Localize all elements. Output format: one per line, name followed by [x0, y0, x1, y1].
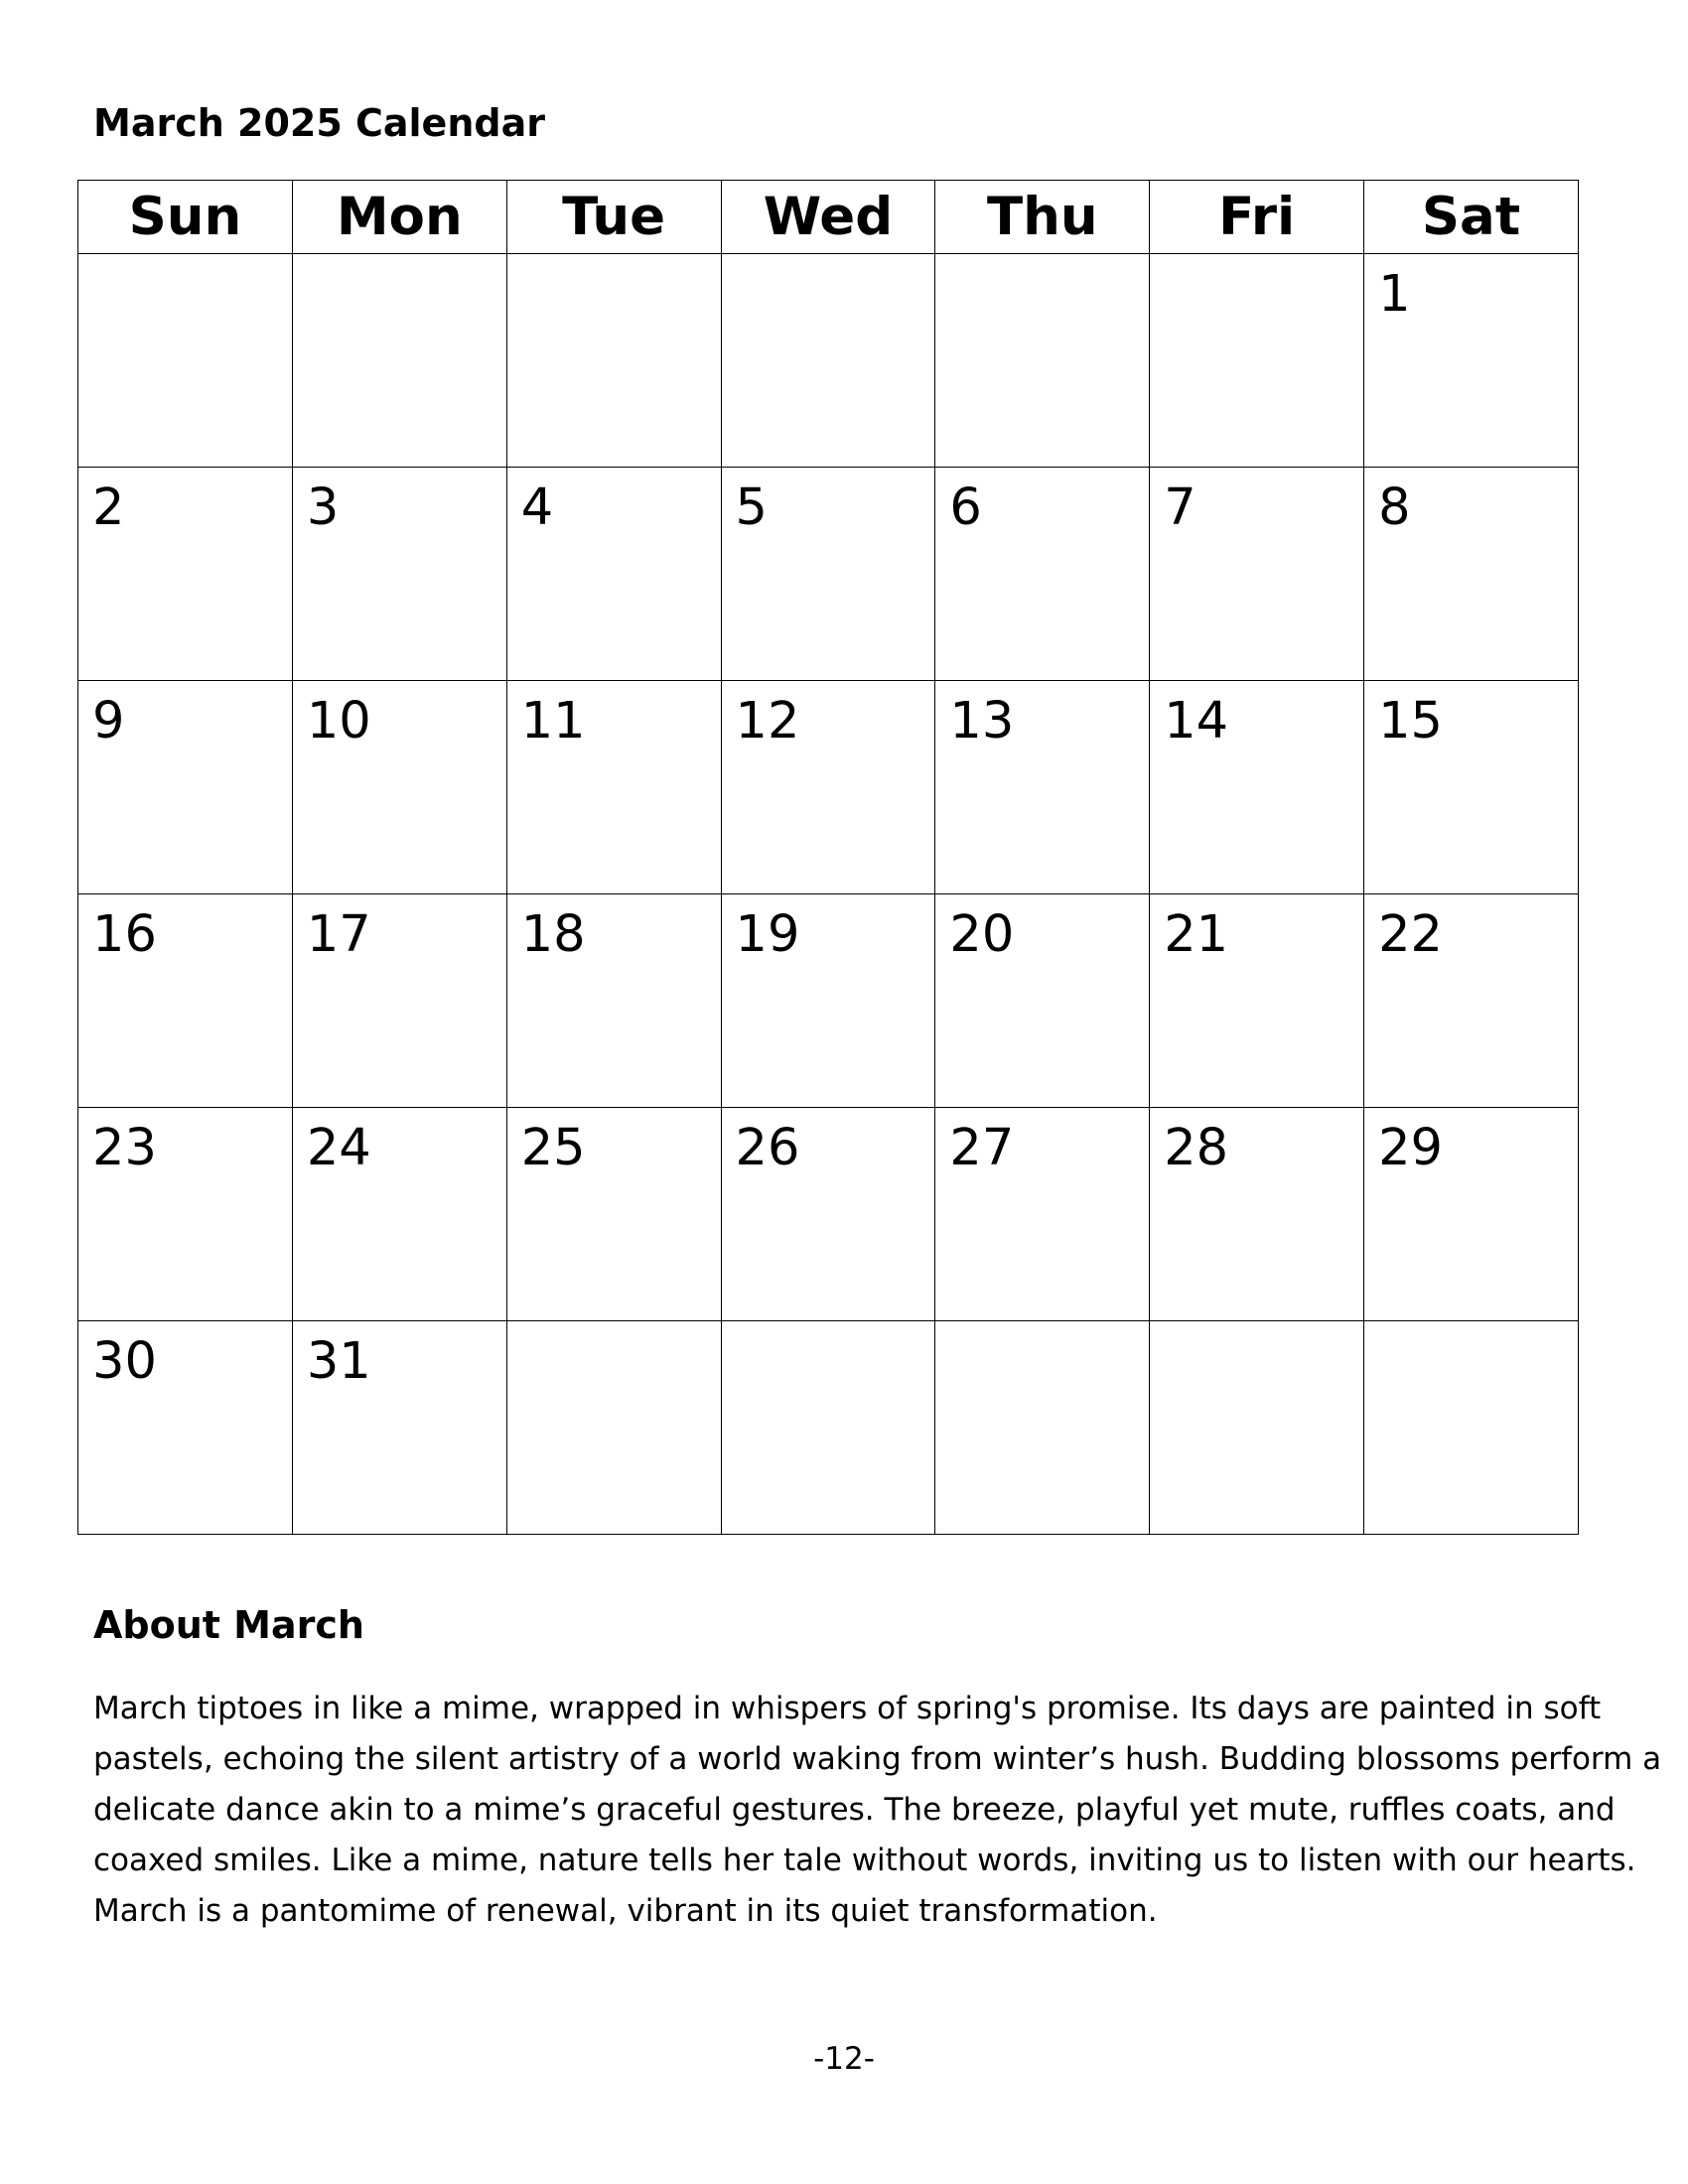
calendar-week-row	[78, 894, 1579, 1108]
weekday-header-thu: Thu	[935, 181, 1150, 254]
calendar-day-cell	[1364, 1108, 1579, 1321]
day-number: 11	[520, 692, 586, 751]
calendar-day-cell	[78, 1321, 293, 1535]
day-number: 4	[520, 478, 554, 537]
weekday-header-sun: Sun	[78, 181, 293, 254]
day-number: 5	[735, 478, 768, 537]
day-number: 10	[306, 692, 371, 751]
weekday-header-tue: Tue	[506, 181, 721, 254]
calendar-week-row	[78, 468, 1579, 681]
day-number: 22	[1378, 905, 1443, 964]
day-number: 19	[735, 905, 800, 964]
calendar-day-cell	[78, 468, 293, 681]
day-number: 21	[1164, 905, 1229, 964]
calendar-empty-cell	[935, 1321, 1150, 1535]
calendar-day-cell	[78, 1108, 293, 1321]
day-number: 20	[949, 905, 1015, 964]
day-number: 17	[306, 905, 371, 964]
day-number: 24	[306, 1119, 371, 1177]
about-line: delicate dance akin to a mime’s graceful gestures. The breeze, playful yet mute, ruffles coats, and	[93, 1792, 1616, 1828]
calendar-day-cell	[506, 681, 721, 894]
calendar-day-cell	[292, 468, 506, 681]
day-number: 28	[1164, 1119, 1229, 1177]
calendar-day-cell	[292, 1321, 506, 1535]
day-number: 1	[1378, 265, 1411, 324]
day-number: 31	[306, 1332, 371, 1391]
calendar-empty-cell	[506, 254, 721, 468]
day-number: 15	[1378, 692, 1443, 751]
calendar-empty-cell	[721, 1321, 935, 1535]
calendar-day-cell	[1150, 894, 1364, 1108]
calendar-week-row	[78, 1108, 1579, 1321]
calendar-day-cell	[1150, 468, 1364, 681]
day-number: 9	[92, 692, 125, 751]
day-number: 30	[92, 1332, 157, 1391]
calendar-day-cell	[292, 894, 506, 1108]
weekday-header-mon: Mon	[292, 181, 506, 254]
calendar-week-row	[78, 254, 1579, 468]
about-line: coaxed smiles. Like a mime, nature tells her tale without words, inviting us to listen with our hearts.	[93, 1843, 1636, 1878]
calendar-day-cell	[1364, 894, 1579, 1108]
day-number: 7	[1164, 478, 1196, 537]
calendar-day-cell	[935, 681, 1150, 894]
weekday-header-sat: Sat	[1364, 181, 1579, 254]
calendar-week-row	[78, 1321, 1579, 1535]
calendar-empty-cell	[506, 1321, 721, 1535]
calendar-week-row	[78, 681, 1579, 894]
day-number: 13	[949, 692, 1015, 751]
calendar-day-cell	[935, 1108, 1150, 1321]
weekday-header-fri: Fri	[1150, 181, 1364, 254]
day-number: 27	[949, 1119, 1015, 1177]
day-number: 18	[520, 905, 586, 964]
calendar-day-cell	[506, 894, 721, 1108]
about-line: March tiptoes in like a mime, wrapped in whispers of spring's promise. Its days are painted in soft	[93, 1691, 1602, 1726]
day-number: 23	[92, 1119, 157, 1177]
day-number: 26	[735, 1119, 800, 1177]
day-number: 3	[306, 478, 340, 537]
calendar-day-cell	[935, 468, 1150, 681]
calendar-day-cell	[1364, 468, 1579, 681]
about-paragraph	[93, 1684, 1662, 1937]
calendar-empty-cell	[1150, 1321, 1364, 1535]
page-title: March 2025 Calendar	[93, 101, 545, 145]
calendar-empty-cell	[78, 254, 293, 468]
calendar-day-cell	[506, 1108, 721, 1321]
calendar-day-cell	[721, 1108, 935, 1321]
calendar-day-cell	[78, 681, 293, 894]
calendar-empty-cell	[1150, 254, 1364, 468]
calendar-day-cell	[1150, 681, 1364, 894]
weekday-header-wed: Wed	[721, 181, 935, 254]
calendar-day-cell	[506, 468, 721, 681]
day-number: 16	[92, 905, 157, 964]
day-number: 25	[520, 1119, 586, 1177]
day-number: 8	[1378, 478, 1411, 537]
calendar-day-cell	[1364, 254, 1579, 468]
about-line: pastels, echoing the silent artistry of a world waking from winter’s hush. Budding blossoms perform a	[93, 1741, 1662, 1777]
about-line: March is a pantomime of renewal, vibrant in its quiet transformation.	[93, 1893, 1158, 1929]
calendar-day-cell	[721, 894, 935, 1108]
calendar-empty-cell	[1364, 1321, 1579, 1535]
calendar-day-cell	[721, 468, 935, 681]
calendar-day-cell	[721, 681, 935, 894]
day-number: 12	[735, 692, 800, 751]
about-heading: About March	[93, 1603, 364, 1647]
calendar-empty-cell	[721, 254, 935, 468]
calendar-grid	[77, 180, 1579, 1535]
day-number: 29	[1378, 1119, 1443, 1177]
calendar-day-cell	[78, 894, 293, 1108]
calendar-day-cell	[292, 1108, 506, 1321]
calendar-day-cell	[935, 894, 1150, 1108]
day-number: 2	[92, 478, 125, 537]
calendar-empty-cell	[292, 254, 506, 468]
day-number: 14	[1164, 692, 1229, 751]
calendar-day-cell	[1364, 681, 1579, 894]
calendar-empty-cell	[935, 254, 1150, 468]
page-number: -12-	[813, 2041, 875, 2077]
calendar-day-cell	[1150, 1108, 1364, 1321]
weekday-header-row	[78, 181, 1579, 254]
calendar-day-cell	[292, 681, 506, 894]
day-number: 6	[949, 478, 982, 537]
